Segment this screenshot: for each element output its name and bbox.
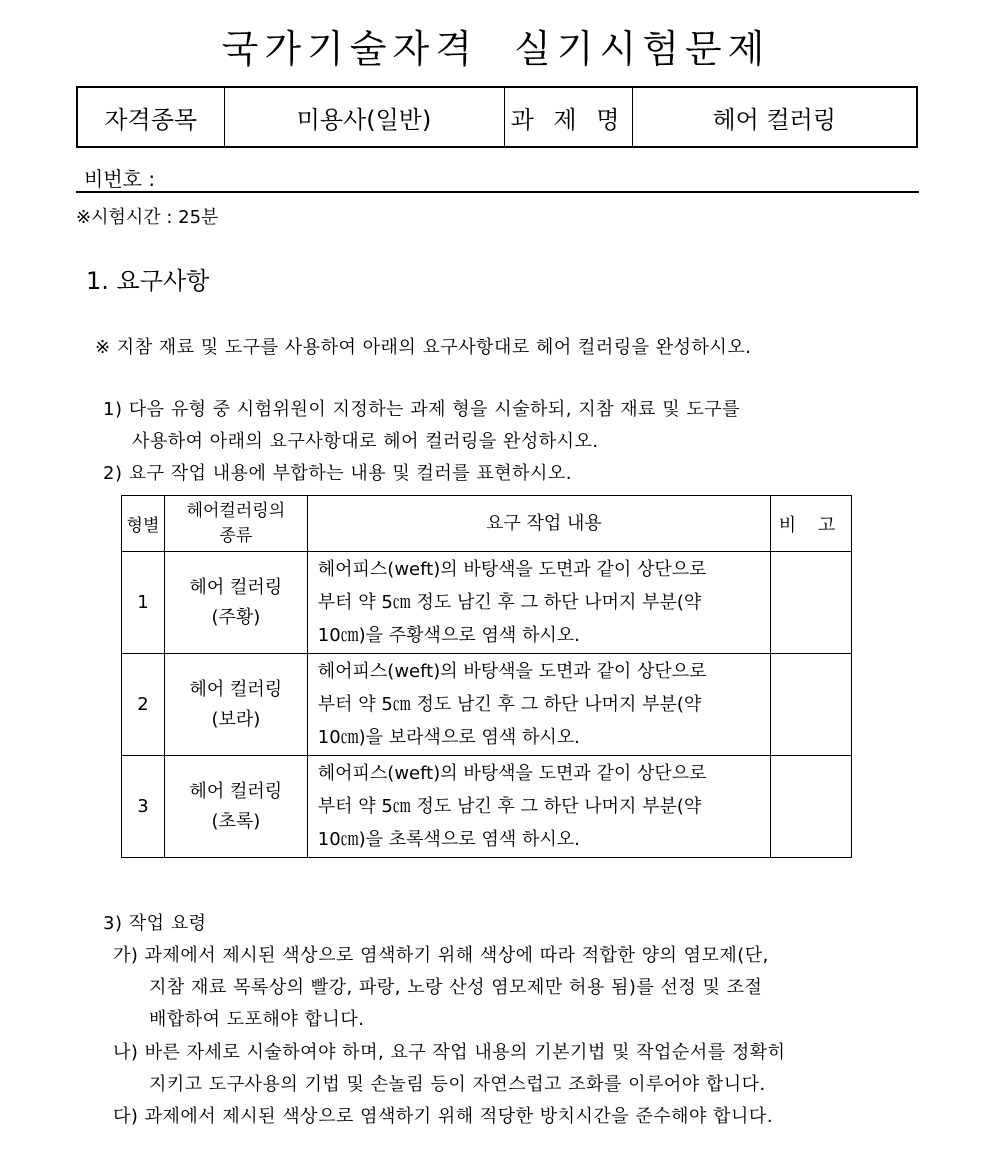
- row-kind-line1: 헤어 컬러링: [189, 780, 283, 802]
- row-type: 3: [122, 756, 165, 858]
- header-kind: [164, 496, 307, 552]
- row-kind: [164, 552, 307, 654]
- row-content-line1: 헤어피스(weft)의 바탕색을 도면과 같이 상단으로: [317, 661, 707, 682]
- exam-time: ※시험시간 : 25분: [76, 207, 219, 228]
- qualification-label: 자격종목: [77, 87, 224, 147]
- row-content-line1: 헤어피스(weft)의 바탕색을 도면과 같이 상단으로: [317, 763, 707, 784]
- header-kind-line1: 헤어컬러링의: [186, 500, 286, 521]
- item1-line1: 1) 다음 유형 중 시험위원이 지정하는 과제 형을 시술하되, 지참 재료 및 도구를: [103, 399, 740, 420]
- work-guide-b-line1: 나) 바른 자세로 시술하여야 하며, 요구 작업 내용의 기본기법 및 작업순서를 정확히: [113, 1042, 786, 1063]
- qualification-value: 미용사(일반): [224, 87, 504, 147]
- section-title: 1. 요구사항: [86, 267, 210, 295]
- task-value: 헤어 컬러링: [632, 87, 917, 147]
- work-guide-a-line2: 지참 재료 목록상의 빨강, 파랑, 노랑 산성 염모제만 허용 됨)를 선정 및 조절: [149, 977, 763, 998]
- table-row: [122, 654, 852, 756]
- row-kind-line2: (주황): [211, 606, 261, 628]
- row-type: 2: [122, 654, 165, 756]
- exam-header-table: [76, 86, 918, 148]
- work-guide-c-line1: 다) 과제에서 제시된 색상으로 염색하기 위해 적당한 방치시간을 준수해야 합니다.: [113, 1106, 774, 1127]
- item2-text: 2) 요구 작업 내용에 부합하는 내용 및 컬러를 표현하시오.: [103, 463, 573, 484]
- row-content: [307, 552, 770, 654]
- item1-line2: 사용하여 아래의 요구사항대로 헤어 컬러링을 완성하시오.: [132, 431, 599, 452]
- row-kind-line2: (보라): [211, 708, 261, 730]
- row-kind: [164, 756, 307, 858]
- row-content-line2: 부터 약 5㎝ 정도 남긴 후 그 하단 나머지 부분(약: [317, 796, 702, 817]
- row-kind: [164, 654, 307, 756]
- work-guide-a-line3: 배합하여 도포해야 합니다.: [149, 1009, 365, 1030]
- row-note: [771, 552, 852, 654]
- header-content: 요구 작업 내용: [307, 496, 770, 552]
- row-note: [771, 654, 852, 756]
- table-header-row: [122, 496, 852, 552]
- row-content-line2: 부터 약 5㎝ 정도 남긴 후 그 하단 나머지 부분(약: [317, 694, 702, 715]
- header-note: 비 고: [771, 496, 852, 552]
- task-label: 과 제 명: [504, 87, 632, 147]
- row-kind-line1: 헤어 컬러링: [189, 576, 283, 598]
- intro-text: ※ 지참 재료 및 도구를 사용하여 아래의 요구사항대로 헤어 컬러링을 완성하시오.: [95, 337, 752, 358]
- table-row: [122, 756, 852, 858]
- header-type: 형별: [122, 496, 165, 552]
- row-kind-line2: (초록): [211, 810, 261, 832]
- work-guide-title: 3) 작업 요령: [103, 913, 207, 934]
- document-title: 국가기술자격 실기시험문제: [221, 27, 771, 71]
- row-note: [771, 756, 852, 858]
- work-guide-b-line2: 지키고 도구사용의 기법 및 손놀림 등이 자연스럽고 조화를 이루어야 합니다.: [149, 1074, 766, 1095]
- row-content-line3: 10㎝)을 초록색으로 염색 하시오.: [317, 829, 580, 850]
- row-kind-line1: 헤어 컬러링: [189, 678, 283, 700]
- row-content: [307, 654, 770, 756]
- row-type: 1: [122, 552, 165, 654]
- row-content-line1: 헤어피스(weft)의 바탕색을 도면과 같이 상단으로: [317, 559, 707, 580]
- work-guide-a-line1: 가) 과제에서 제시된 색상으로 염색하기 위해 색상에 따라 적합한 양의 염모제(단,: [113, 945, 769, 966]
- table-row: [122, 552, 852, 654]
- candidate-number-label: 비번호 :: [84, 167, 156, 191]
- row-content-line3: 10㎝)을 주황색으로 염색 하시오.: [317, 625, 580, 646]
- requirements-table: [121, 495, 852, 858]
- row-content-line3: 10㎝)을 보라색으로 염색 하시오.: [317, 727, 580, 748]
- row-content-line2: 부터 약 5㎝ 정도 남긴 후 그 하단 나머지 부분(약: [317, 592, 702, 613]
- candidate-number-underline: [76, 191, 919, 193]
- row-content: [307, 756, 770, 858]
- header-kind-line2: 종류: [219, 525, 253, 546]
